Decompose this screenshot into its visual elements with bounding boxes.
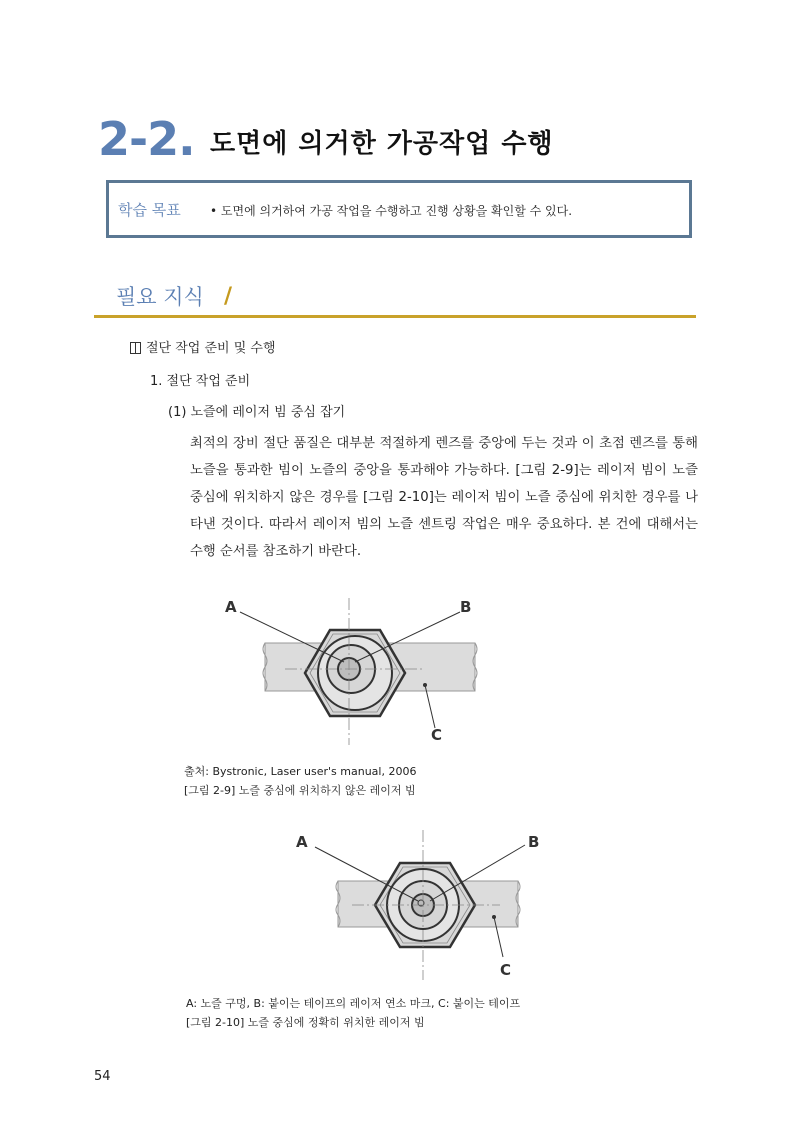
figure2-caption: [그림 2-10] 노즐 중심에 정확히 위치한 레이저 빔 (186, 1016, 425, 1029)
figure1-label-b: B (460, 598, 472, 616)
section-title (130, 342, 276, 355)
figure1-label-a: A (225, 598, 237, 616)
page-number: 54 (94, 1069, 111, 1084)
chapter-title: 도면에 의거한 가공작업 수행 (210, 129, 554, 159)
section-slash: / (224, 284, 233, 309)
box-bullet-icon (130, 342, 141, 354)
section-heading: 필요 지식 (116, 285, 204, 309)
figure1-caption: [그림 2-9] 노즐 중심에 위치하지 않은 레이저 빔 (184, 784, 416, 797)
figure2-label-a: A (296, 833, 308, 851)
figure2-legend: A: 노즐 구멍, B: 붙이는 테이프의 레이저 연소 마크, C: 붙이는 테이프 (186, 997, 521, 1010)
figure-2-9-diagram (215, 590, 485, 750)
figure1-label-c: C (431, 726, 443, 744)
learning-goal-label: 학습 목표 (118, 201, 181, 219)
figure1-source: 출처: Bystronic, Laser user's manual, 2006 (184, 765, 417, 778)
body-paragraph: 최적의 장비 절단 품질은 대부분 적절하게 렌즈를 중앙에 두는 것과 이 초점 렌즈를 통해 노즐을 통과한 빔이 노즐의 중앙을 통과해야 가능하다. [그림 2-9]는 레이저 빔이 노즐 중심에 위치하지 않은 경우를 [그림 2-10]는 레이저 빔이 노즐 중심에 위치한 경우를 나타낸 것이다. 따라서 레이저 빔의 노즐 센트링 작업은 매우 중요하다. 본 건에 대해서는 수행 순서를 참조하기 바란다. (190, 436, 698, 559)
figure2-label-c: C (500, 961, 512, 979)
subsubsection-title: (1) 노즐에 레이저 빔 중심 잡기 (168, 405, 346, 420)
section-title-text: 절단 작업 준비 및 수행 (146, 341, 276, 356)
section-divider (94, 315, 696, 318)
learning-goal-text: • 도면에 의거하여 가공 작업을 수행하고 진행 상황을 확인할 수 있다. (210, 204, 573, 218)
figure2-label-b: B (528, 833, 540, 851)
figure-2-10-diagram (290, 825, 560, 985)
chapter-number: 2-2. (98, 112, 195, 166)
subsection-title: 1. 절단 작업 준비 (150, 374, 251, 389)
